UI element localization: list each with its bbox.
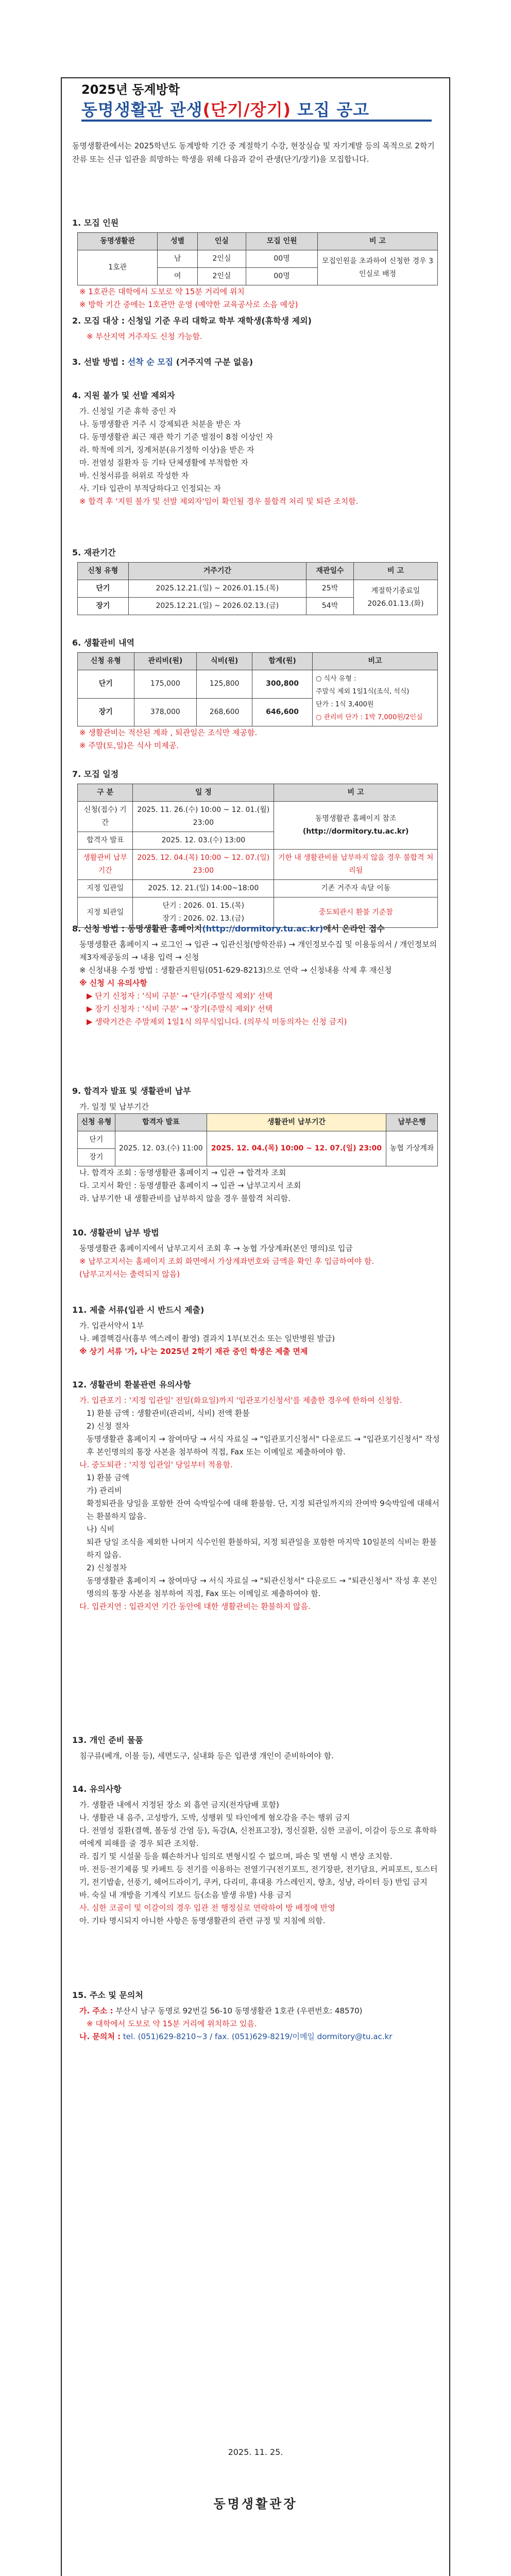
text: 주말식 제외 1일1식(조식, 석식) — [316, 688, 410, 696]
list-item: 사. 심한 코골이 및 이갈이의 경우 입관 전 행정실로 연락하여 방 배정에 반영 — [79, 1903, 335, 1912]
section-title: 6. 생활관비 내역 — [72, 638, 135, 648]
td: 단기 — [78, 580, 129, 598]
list-item: 동명생활관 홈페이지 → 참여마당 → 서식 자료실 → "퇴관신청서" 다운로드 → "퇴관신청서" 작성 후 본인명의의 통장 사본을 첨부하여 직접, Fax 또는 이메일로 제출하여야 함. — [87, 1576, 437, 1598]
td: 기존 거주자 속달 이동 — [274, 880, 438, 897]
paragraph: 동명생활관 홈페이지에서 납부고지서 조회 후 → 농협 가상계좌(본인 명의)로 입금 — [79, 1244, 353, 1253]
paragraph: ※ 신청내용 수정 방법 : 생활관지원팀(051-629-8213)으로 연락 → 신청내용 삭제 후 재신청 — [79, 965, 392, 975]
list-item: 다. 고지서 확인 : 동명생활관 홈페이지 → 입관 → 납부고지서 조회 — [79, 1181, 301, 1190]
list-item: 가. 입관서약서 1부 — [79, 1321, 144, 1330]
notice-date: 2025. 11. 25. — [228, 2447, 283, 2457]
th: 모집 인원 — [246, 233, 318, 250]
section-12 — [72, 1378, 443, 1613]
section-9 — [72, 1084, 443, 1205]
list-item: 동명생활관 홈페이지 → 참여마당 → 서식 자료실 → "입관포기신청서" 다운로드 → "입관포기신청서" 작성 후 본인명의의 통장 사본을 첨부하여 직접, Fax 또는 이메일로 제출하여야 함. — [87, 1434, 440, 1456]
th: 비 고 — [318, 233, 438, 250]
section-title: 14. 유의사항 — [72, 1784, 122, 1794]
td: 농협 가상계좌 — [386, 1131, 438, 1166]
td: 단기 — [78, 1131, 115, 1149]
section-5 — [72, 546, 443, 615]
list-item: 바. 신청서류를 허위로 작성한 자 — [79, 471, 189, 480]
note: ※ 생활관비는 적산된 계좌 , 퇴관일은 조식만 제공함. — [79, 728, 258, 737]
section-title: 2. 모집 대상 : 신청일 기준 우리 대학교 학부 재학생(휴학생 제외) — [72, 316, 312, 326]
text: 8. 신청 방법 : 동명생활관 홈페이지 — [72, 924, 202, 934]
note: ※ 부산지역 거주자도 신청 가능함. — [87, 332, 202, 341]
note: ▶ 단기 신청자 : '식비 구분' → '단기(주말식 제외)' 선택 — [87, 991, 273, 1001]
paragraph: 동명생활관 홈페이지 → 로그인 → 입관 → 입관신청(방학잔류) → 개인정보수집 및 이용동의서 / 개인정보의 제3자제공동의 → 내용 입력 → 신청 — [79, 940, 437, 962]
td: 합격자 발표 — [78, 832, 133, 850]
paragraph: 가. 입관포기 : '지정 입관일' 전일(화요일)까지 '입관포기신청서'를 제출한 경우에 한하여 신청함. — [79, 1396, 402, 1405]
td: 268,600 — [197, 698, 252, 726]
list-item: 마. 전등·전기제품 및 카페트 등 전기를 이용하는 전열기구(전기포트, 전기장판, 전기담요, 커피포트, 토스터기, 전기밥솥, 선풍기, 헤어드라이기, 쿠커, 다리미, 휴대용 가스레인지, 향초, 성냥, 라이터 등) 반입 금지 — [79, 1865, 438, 1887]
period-table — [77, 562, 438, 615]
section-title — [72, 355, 443, 368]
note: ▶ 장기 신청자 : '식비 구분' → '장기(주말식 제외)' 선택 — [87, 1004, 273, 1013]
td: 신청(접수) 기간 — [78, 802, 133, 832]
payment-table — [77, 1113, 438, 1166]
td: 장기 — [78, 1149, 115, 1166]
td: 남 — [158, 250, 197, 268]
note: ※ 주말(토,일)은 식사 미제공. — [79, 741, 179, 750]
section-title: 10. 생활관비 납부 방법 — [72, 1228, 159, 1238]
list-item: 사. 기타 입관이 부적당하다고 인정되는 자 — [79, 484, 221, 493]
th: 거주기간 — [128, 563, 306, 580]
list-item: 바. 숙실 내 개방을 기계식 키보드 등(소음 발생 유발) 사용 금지 — [79, 1890, 292, 1900]
list-item: 라. 집기 및 시설물 등을 훼손하거나 임의로 변형시킬 수 없으며, 파손 및 변형 시 변상 조치함. — [79, 1852, 393, 1861]
td: 00명 — [246, 250, 318, 268]
section-15 — [72, 1989, 443, 2043]
th: 신청 유형 — [78, 563, 129, 580]
label: 나. 문의처 : — [79, 2032, 121, 2041]
td: 646,600 — [252, 698, 313, 726]
td — [313, 670, 438, 726]
td: 300,800 — [252, 670, 313, 699]
list-item: 아. 기타 명시되지 아니한 사항은 동명생활관의 관련 규정 및 지침에 의함. — [79, 1916, 326, 1925]
th: 재관일수 — [306, 563, 353, 580]
td: 2025.12.21.(일) ~ 2026.01.15.(목) — [128, 580, 306, 598]
note: ※ 납부고지서는 홈페이지 조회 화면에서 가상계좌번호와 금액을 확인 후 입금하여야 함. — [79, 1257, 374, 1266]
list-item: 나) 식비 — [87, 1524, 115, 1534]
td: 175,000 — [134, 670, 197, 699]
note: 다. 입관지연 : 입관지연 기간 동안에 대한 생활관비는 환불하지 않음. — [79, 1602, 311, 1611]
th: 관리비(원) — [134, 653, 197, 670]
section-8 — [72, 922, 443, 1028]
list-item: 마. 전염성 질환자 등 기타 단체생활에 부적합한 자 — [79, 458, 248, 467]
td: 기한 내 생활관비를 납부하지 않을 경우 불합격 처리됨 — [274, 850, 438, 880]
note: ※ 대학에서 도보로 약 15분 거리에 위치하고 있음. — [87, 2019, 257, 2028]
text: ○ 관리비 단가 : 1박 7,000원/2인실 — [316, 714, 423, 721]
th: 비 고 — [354, 563, 438, 580]
td: 계절학기종료일 2026.01.13.(화) — [354, 580, 438, 615]
section-14 — [72, 1783, 443, 1927]
section-title: 1. 모집 인원 — [72, 218, 119, 228]
notice-titlebar — [81, 97, 432, 122]
th: 합계(원) — [252, 653, 313, 670]
text: 단가 : 1식 3,400원 — [316, 701, 374, 708]
paragraph: 가. 일정 및 납부기간 — [79, 1102, 149, 1111]
section-13 — [72, 1734, 443, 1762]
list-item: 나. 합격자 조회 : 동명생활관 홈페이지 → 입관 → 합격자 조회 — [79, 1168, 286, 1177]
issuer-name: 동명생활관장 — [213, 2497, 298, 2511]
td: 지정 퇴관일 — [78, 897, 133, 928]
text: 3. 선발 방법 : — [72, 357, 128, 367]
notice-header — [61, 77, 450, 129]
list-item: 라. 납부기한 내 생활관비를 납부하지 않을 경우 불합격 처리함. — [79, 1194, 291, 1203]
td: 2인실 — [197, 250, 246, 268]
td: 지정 입관일 — [78, 880, 133, 897]
list-item: 가. 생활관 내에서 지정된 장소 외 흡연 금지(전자담배 포함) — [79, 1800, 279, 1809]
text: (http://dormitory.tu.ac.kr) — [202, 924, 323, 934]
td: 2인실 — [197, 268, 246, 285]
recruit-table — [77, 232, 438, 285]
section-6 — [72, 636, 443, 752]
td: 장기 — [78, 698, 134, 726]
td: 125,800 — [197, 670, 252, 699]
section-title: 5. 재관기간 — [72, 548, 116, 557]
td: 단기 — [78, 670, 134, 699]
td: 00명 — [246, 268, 318, 285]
note: ※ 신청 시 유의사항 — [79, 978, 147, 988]
th: 구 분 — [78, 784, 133, 802]
text: (http://dormitory.tu.ac.kr) — [302, 827, 409, 836]
td: 54박 — [306, 598, 353, 615]
td: 2025. 12. 03.(수) 11:00 — [115, 1131, 207, 1166]
td: 2025. 11. 26.(수) 10:00 ~ 12. 01.(월) 23:00 — [133, 802, 274, 832]
list-item: 나. 동명생활관 거주 시 강제퇴관 처분을 받은 자 — [79, 419, 241, 429]
list-item: 1) 환불 금액 : 생활관비(관리비, 식비) 전액 환불 — [87, 1409, 250, 1418]
note: ※ 합격 후 '지원 불가 및 선발 제외자'임이 확인될 경우 불합격 처리 및 퇴관 조치함. — [79, 497, 359, 506]
text: 단기 : 2026. 01. 15.(목) — [162, 902, 245, 910]
text: 장기 : 2026. 02. 13.(금) — [162, 914, 245, 923]
list-item: 다. 전열성 질환(결핵, 볼동성 간염 등), 독감(A, 신천표고장), 정신질환, 심한 코골이, 이갈이 등으로 휴학하여에게 피해를 줄 경우 퇴관 조치함. — [79, 1826, 437, 1848]
th: 비 고 — [274, 784, 438, 802]
note: ※ 방학 기간 중에는 1호관만 운영 (예약한 교육공사로 소음 예상) — [79, 300, 298, 309]
notice-subtitle: 2025년 동계방학 — [81, 82, 180, 97]
section-title: 9. 합격자 발표 및 생활관비 납부 — [72, 1086, 191, 1096]
th: 비고 — [313, 653, 438, 670]
th: 생활관비 납부기간 — [207, 1114, 386, 1131]
section-title: 4. 지원 불가 및 선발 제외자 — [72, 391, 175, 400]
section-2 — [72, 314, 443, 343]
th: 성별 — [158, 233, 197, 250]
text: 동명생활관 홈페이지 참조 — [315, 815, 397, 823]
list-item: 퇴관 당일 조식을 제외한 나머지 식수인원 환불하되, 지정 퇴관일을 포함한 마지막 10일분의 식비는 환불하지 않음. — [87, 1537, 437, 1560]
td: 중도퇴관시 환불 기준참 — [274, 897, 438, 928]
title-part: 모집 공고 — [291, 100, 370, 120]
section-title: 7. 모집 일정 — [72, 769, 119, 779]
td: 2025. 12. 04.(목) 10:00 ~ 12. 07.(일) 23:00 — [133, 850, 274, 880]
list-item: 가. 신청일 기준 휴학 중인 자 — [79, 406, 176, 416]
text: 에서 온라인 접수 — [323, 924, 385, 934]
th: 동명생활관 — [78, 233, 158, 250]
td: 2025.12.21.(일) ~ 2026.02.13.(금) — [128, 598, 306, 615]
section-3 — [72, 355, 443, 371]
title-highlight: (단기/장기) — [202, 100, 292, 120]
list-item: 나. 폐결핵검사(흉부 엑스레이 촬영) 결과지 1부(보건소 또는 일반병원 발급) — [79, 1334, 335, 1343]
th: 신청 유형 — [78, 1114, 115, 1131]
section-11 — [72, 1303, 443, 1358]
section-title: 15. 주소 및 문의처 — [72, 1990, 143, 2000]
th: 납부은행 — [386, 1114, 438, 1131]
td: 2025. 12. 04.(목) 10:00 ~ 12. 07.(일) 23:00 — [207, 1131, 386, 1166]
td: 생활관비 납부기간 — [78, 850, 133, 880]
section-10 — [72, 1226, 443, 1281]
intro-text: 동명생활관에서는 2025학년도 동계방학 기간 중 계절학기 수강, 현장실습 및 자기계발 등의 목적으로 2학기 잔류 또는 신규 입관을 희망하는 학생을 위해 다음과 같이 관생(단기/장기)을 모집합니다. — [72, 141, 435, 164]
section-title — [72, 922, 443, 935]
title-part: 동명생활관 관생 — [81, 100, 203, 120]
section-title: 11. 제출 서류(입관 시 반드시 제출) — [72, 1305, 205, 1315]
note: (납부고지서는 출력되지 않음) — [79, 1269, 180, 1279]
section-4 — [72, 389, 443, 508]
section-7 — [72, 768, 443, 928]
fee-table — [77, 652, 438, 726]
list-item: 2) 신청 절차 — [87, 1421, 129, 1431]
schedule-table — [77, 784, 438, 928]
list-item: 1) 환불 금액 — [87, 1473, 129, 1482]
th: 인실 — [197, 233, 246, 250]
td: 25박 — [306, 580, 353, 598]
note: ※ 1호관은 대학에서 도보로 약 15분 거리에 위치 — [79, 287, 245, 296]
list-item: 2) 신청절차 — [87, 1563, 127, 1572]
th: 식비(원) — [197, 653, 252, 670]
td: 2025. 12. 03.(수) 13:00 — [133, 832, 274, 850]
td: 2025. 12. 21.(일) 14:00~18:00 — [133, 880, 274, 897]
text: ○ 식사 유형 : — [316, 675, 356, 683]
th: 합격자 발표 — [115, 1114, 207, 1131]
section-title: 13. 개인 준비 물품 — [72, 1735, 143, 1745]
th: 일 정 — [133, 784, 274, 802]
contact: tel. (051)629-8210~3 / fax. (051)629-8219/이메일 dormitory@tu.ac.kr — [123, 2032, 393, 2041]
note: ※ 상기 서류 '가, 나'는 2025년 2학기 재관 중인 학생은 제출 면제 — [79, 1347, 308, 1356]
label: 가. 주소 : — [79, 2006, 113, 2015]
section-1 — [72, 216, 443, 311]
th: 신청 유형 — [78, 653, 134, 670]
section-title: 12. 생활관비 환불관련 유의사항 — [72, 1380, 191, 1389]
td: 378,000 — [134, 698, 197, 726]
td: 여 — [158, 268, 197, 285]
list-item: 라. 학적에 의거, 징계처분(유기정학 이상)을 받은 자 — [79, 445, 254, 454]
address: 부산시 남구 동명로 92번길 56-10 동명생활관 1호관 (우편번호: 48570) — [115, 2006, 363, 2015]
list-item: 확정퇴관을 당일을 포함한 잔여 숙박일수에 대해 환불함. 단, 지정 퇴관일까지의 잔여박 9숙박일에 대해서는 환불하지 않음. — [87, 1499, 439, 1521]
text: (거주지역 구분 없음) — [173, 357, 253, 367]
text: 선착 순 모집 — [127, 357, 174, 367]
td: 모집인원을 초과하여 신청한 경우 3인실로 배정 — [318, 250, 438, 285]
paragraph: 침구류(베개, 이불 등), 세면도구, 실내화 등은 입관생 개인이 준비하여야 함. — [79, 1751, 334, 1760]
td: 1호관 — [78, 250, 158, 285]
td: 장기 — [78, 598, 129, 615]
list-item: 다. 동명생활관 최근 재관 학기 기준 벌점이 8점 이상인 자 — [79, 432, 274, 442]
list-item: 나. 중도퇴관 : '지정 입관일' 당일부터 적용함. — [79, 1460, 233, 1469]
list-item: 가) 관리비 — [87, 1486, 122, 1495]
note: ▶ 생략거간은 주말제외 1일1식 의무식입니다. (의무식 미동의자는 신청 금지) — [87, 1017, 347, 1026]
td — [274, 802, 438, 850]
list-item: 나. 생활관 내 음주, 고성방가, 도박, 성행위 및 타인에게 혐오감을 주는 행위 금지 — [79, 1813, 350, 1822]
notice-title — [81, 100, 369, 120]
